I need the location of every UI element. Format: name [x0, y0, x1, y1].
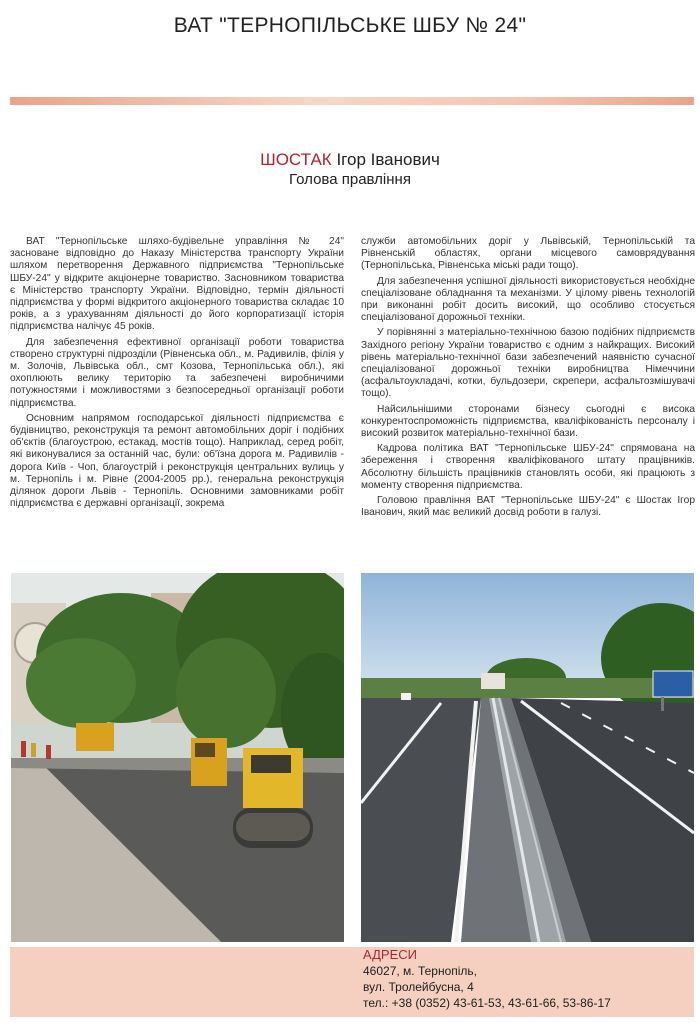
company-title: ВАТ "ТЕРНОПІЛЬСЬКЕ ШБУ № 24": [173, 14, 527, 37]
person-surname: ШОСТАК: [260, 150, 332, 169]
article-paragraph: Найсильнішими сторонами бізнесу сьогодні є висока конкурентоспроможність підприємства, кваліфікованість персоналу і високий розвиток матеріально-технічної бази.: [361, 403, 695, 440]
highway-photo: [361, 573, 694, 942]
article-paragraph: У порівнянні з матеріально-технічною базою подібних підприємств Західного регіону України товариство є одним з найкращих. Високий рівень матеріально-технічної бази забезпечений наявністю сучасної спеціалізованої дорожньої техніки виробництва Німеччини (асфальтоукладачі, котки, бульдозери, скрепери, асфальтозмішувачі тощо).: [361, 327, 695, 400]
person-name: [0, 150, 700, 170]
article-paragraph: Для забезпечення успішної діяльності використовується необхідне спеціалізоване обладнання та механізми. У цілому рівень технологій при виконанні робіт досить високий, що особливо стосується спеціалізованої дорожньої техніки.: [361, 275, 695, 324]
street-paving-photo: [11, 573, 344, 942]
address-phone: тел.: +38 (0352) 43-61-53, 43-61-66, 53-86-17: [363, 996, 611, 1010]
header-divider: [10, 97, 694, 105]
article-column-right: [361, 236, 695, 522]
person-given-names: Ігор Іванович: [336, 150, 440, 169]
article-paragraph: Основним напрямом господарської діяльності підприємства є будівництво, реконструкція та ремонт автомобільних доріг і подібних об'єктів (благоустрою, естакад, мостів тощо). Наприклад, серед робіт, які виконувалися за останній час, були: об'їзна дорога м. Радивилів - дорога Київ - Чоп, благоустрій і реконструкція центральних вулиць у м. Тернопіль і м. Рівне (2004-2005 рр.), генеральна реконструкція ділянок дороги Львів - Тернопіль. Основними замовниками робіт підприємства є державні організації, зокрема: [10, 412, 344, 510]
article-paragraph: служби автомобільних доріг у Львівській, Тернопільській та Рівненській областях, органи місцевого самоврядування (Тернопільська, Рівненська міські ради тощо).: [361, 236, 695, 272]
article-paragraph: Кадрова політика ВАТ "Тернопільське ШБУ-24" спрямована на збереження і створення кваліфікованого штату працівників. Абсолютну більшість працівників становлять особи, які працюють з моменту створення підприємства.: [361, 443, 695, 491]
article-paragraph: Головою правління ВАТ "Тернопільське ШБУ-24" є Шостак Ігор Іванович, який має великий досвід роботи в галузі.: [361, 495, 695, 519]
article-paragraph: ВАТ "Тернопільське шляхо-будівельне управління № 24" засноване відповідно до Наказу Міністерства транспорту України шляхом перетворення Державного підприємства "Тернопільське ШБУ-24" у відкрите акціонерне товариство. Засновником товариства є Міністерство транспорту України. Відповідно, термін діяльності підприємства у формі відкритого акціонерного товариства складає 10 років, а з урахуванням діяльності до його корпоратизації історія підприємства налічує 45 років.: [10, 236, 344, 333]
address-title: АДРЕСИ: [363, 947, 417, 962]
person-role: Голова правління: [289, 171, 411, 188]
address-street: вул. Тролейбусна, 4: [363, 980, 474, 994]
address-city: 46027, м. Тернопіль,: [363, 964, 478, 978]
article-paragraph: Для забезпечення ефективної організації роботи товариства створено структурні підрозділи (Рівненська обл., м. Радивилів, філія у м. Золочів, Львівська обл., смт Козова, Тернопільська обл.), які охоплюють велику територію та забезпечені виробничими потужностями і можливостями з безпосередньої організації роботи підприємства.: [10, 336, 344, 409]
article-column-left: [10, 236, 344, 513]
